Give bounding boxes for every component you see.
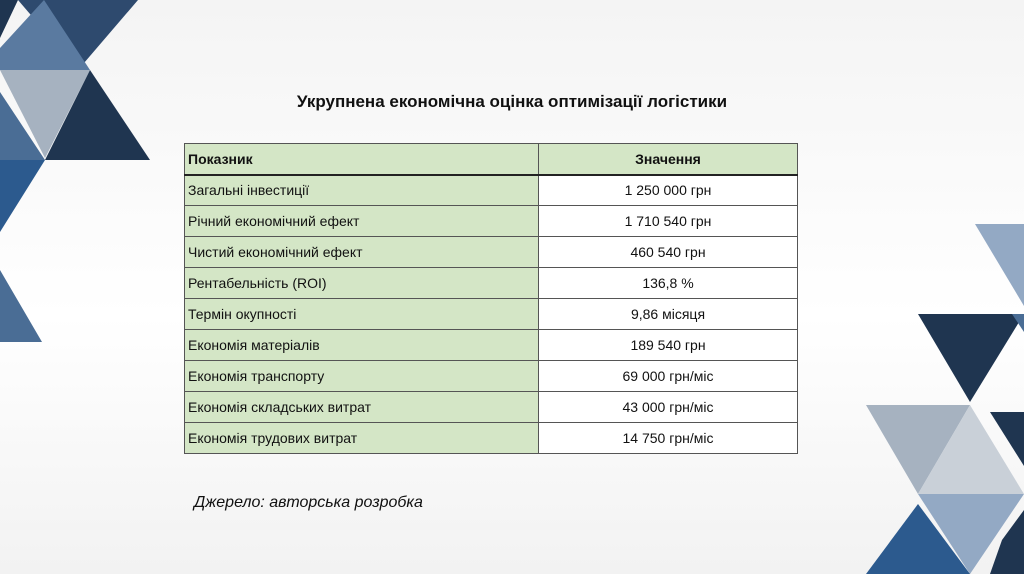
table-row [185,299,798,330]
triangle-shape [18,0,138,70]
indicator-cell: Рентабельність (ROI) [185,268,539,299]
triangle-shape [0,70,90,158]
value-cell: 189 540 грн [539,330,798,361]
economic-assessment-table [184,143,798,454]
indicator-cell: Загальні інвестиції [185,175,539,206]
source-note: Джерело: авторська розробка [194,494,423,511]
table-row [185,423,798,454]
value-cell: 1 710 540 грн [539,206,798,237]
triangle-shape [0,0,18,38]
table-header-row [185,144,798,175]
slide-title: Укрупнена економічна оцінка оптимізації логістики [296,92,728,111]
triangle-shape [45,70,150,160]
value-cell: 1 250 000 грн [539,175,798,206]
column-header-indicator: Показник [185,144,539,175]
table-row [185,175,798,206]
indicator-cell: Економія трудових витрат [185,423,539,454]
triangle-shape [0,160,45,232]
table-row [185,268,798,299]
value-cell: 69 000 грн/міс [539,361,798,392]
triangle-shape [990,412,1024,466]
indicator-cell: Річний економічний ефект [185,206,539,237]
column-header-value: Значення [539,144,798,175]
value-cell: 14 750 грн/міс [539,423,798,454]
indicator-cell: Термін окупності [185,299,539,330]
value-cell: 136,8 % [539,268,798,299]
indicator-cell: Чистий економічний ефект [185,237,539,268]
triangle-shape [918,314,1024,402]
table-row [185,330,798,361]
triangle-shape [0,270,42,342]
triangle-shape [975,224,1024,306]
triangle-shape [866,405,970,494]
table-row [185,206,798,237]
table-row [185,392,798,423]
triangle-shape [918,405,1024,494]
triangle-shape [990,510,1024,574]
table-row [185,361,798,392]
indicator-cell: Економія матеріалів [185,330,539,361]
value-cell: 9,86 місяця [539,299,798,330]
triangle-shape [918,494,1024,574]
indicator-cell: Економія складських витрат [185,392,539,423]
triangle-shape [1012,314,1024,332]
table-row [185,237,798,268]
value-cell: 43 000 грн/міс [539,392,798,423]
value-cell: 460 540 грн [539,237,798,268]
triangle-shape [0,0,90,70]
triangle-shape [866,504,970,574]
indicator-cell: Економія транспорту [185,361,539,392]
